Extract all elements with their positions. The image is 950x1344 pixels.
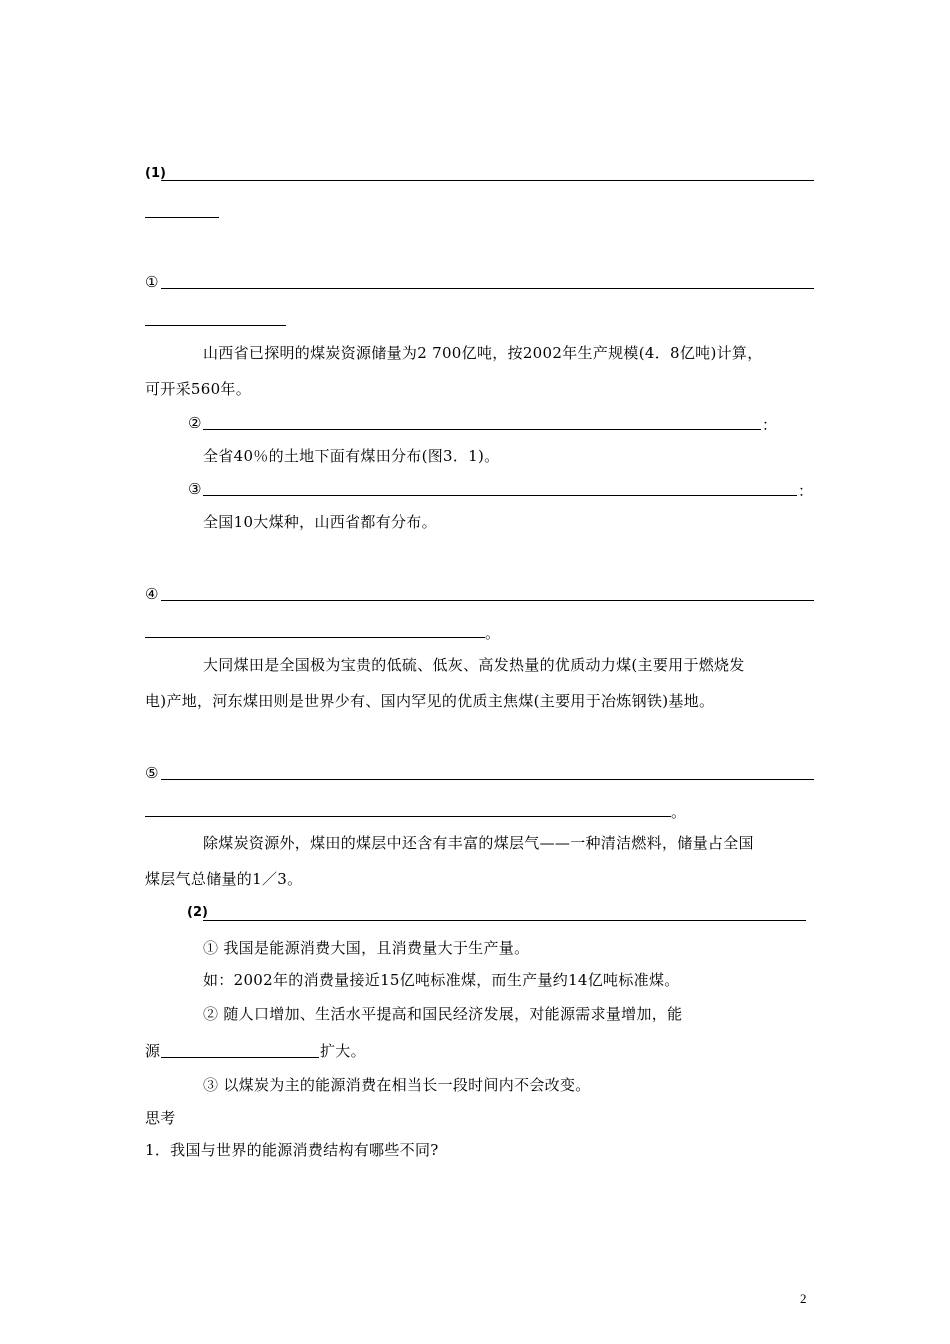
answer-blank[interactable] [161,288,814,289]
list-item-prefix: 源 [145,1042,161,1060]
answer-blank[interactable] [161,1057,319,1058]
paragraph-text: 可开采560年。 [145,380,252,398]
page-number: 2 [800,1291,807,1306]
think-question: 1．我国与世界的能源消费结构有哪些不同? [145,1141,439,1159]
paragraph-text: 煤层气总储量的1／3。 [145,870,303,888]
answer-blank[interactable] [161,600,814,601]
item-4-suffix: 。 [485,624,501,642]
paragraph-text: 除煤炭资源外，煤田的煤层中还含有丰富的煤层气——一种清洁燃料，储量占全国 [203,834,754,852]
item-2-suffix: ： [762,416,778,434]
item-3-marker: ③ [188,480,202,498]
paragraph-text: 全国10大煤种，山西省都有分布。 [203,513,437,531]
paragraph-text: 大同煤田是全国极为宝贵的低硫、低灰、高发热量的优质动力煤(主要用于燃烧发 [203,656,745,674]
answer-blank[interactable] [145,217,219,218]
answer-blank[interactable] [145,816,671,817]
paragraph-text: 电)产地，河东煤田则是世界少有、国内罕见的优质主焦煤(主要用于冶炼钢铁)基地。 [145,692,715,710]
list-item: ② 随人口增加、生活水平提高和国民经济发展，对能源需求量增加，能 [203,1005,683,1023]
answer-blank[interactable] [203,495,797,496]
answer-blank[interactable] [203,429,761,430]
item-5-suffix: 。 [671,803,687,821]
item-4-marker: ④ [145,585,159,603]
list-item: ③ 以煤炭为主的能源消费在相当长一段时间内不会改变。 [203,1076,591,1094]
list-item-example: 如：2002年的消费量接近15亿吨标准煤，而生产量约14亿吨标准煤。 [203,971,680,989]
answer-blank[interactable] [145,325,286,326]
paragraph-text: 全省40％的土地下面有煤田分布(图3．1)。 [203,447,500,465]
item-2-marker: ② [188,414,202,432]
question-2-marker: (2) [187,905,208,920]
item-3-suffix: ： [798,482,814,500]
question-1-marker: (1) [145,166,166,181]
answer-blank[interactable] [161,180,814,181]
list-item: ① 我国是能源消费大国，且消费量大于生产量。 [203,939,530,957]
answer-blank[interactable] [161,779,814,780]
item-5-marker: ⑤ [145,764,159,782]
paragraph-text: 山西省已探明的煤炭资源储量为2 700亿吨，按2002年生产规模(4．8亿吨)计算， [203,344,763,362]
answer-blank[interactable] [203,920,806,921]
item-1-marker: ① [145,273,159,291]
list-item-suffix: 扩大。 [320,1042,366,1060]
think-heading: 思考 [145,1109,176,1127]
answer-blank[interactable] [145,637,485,638]
